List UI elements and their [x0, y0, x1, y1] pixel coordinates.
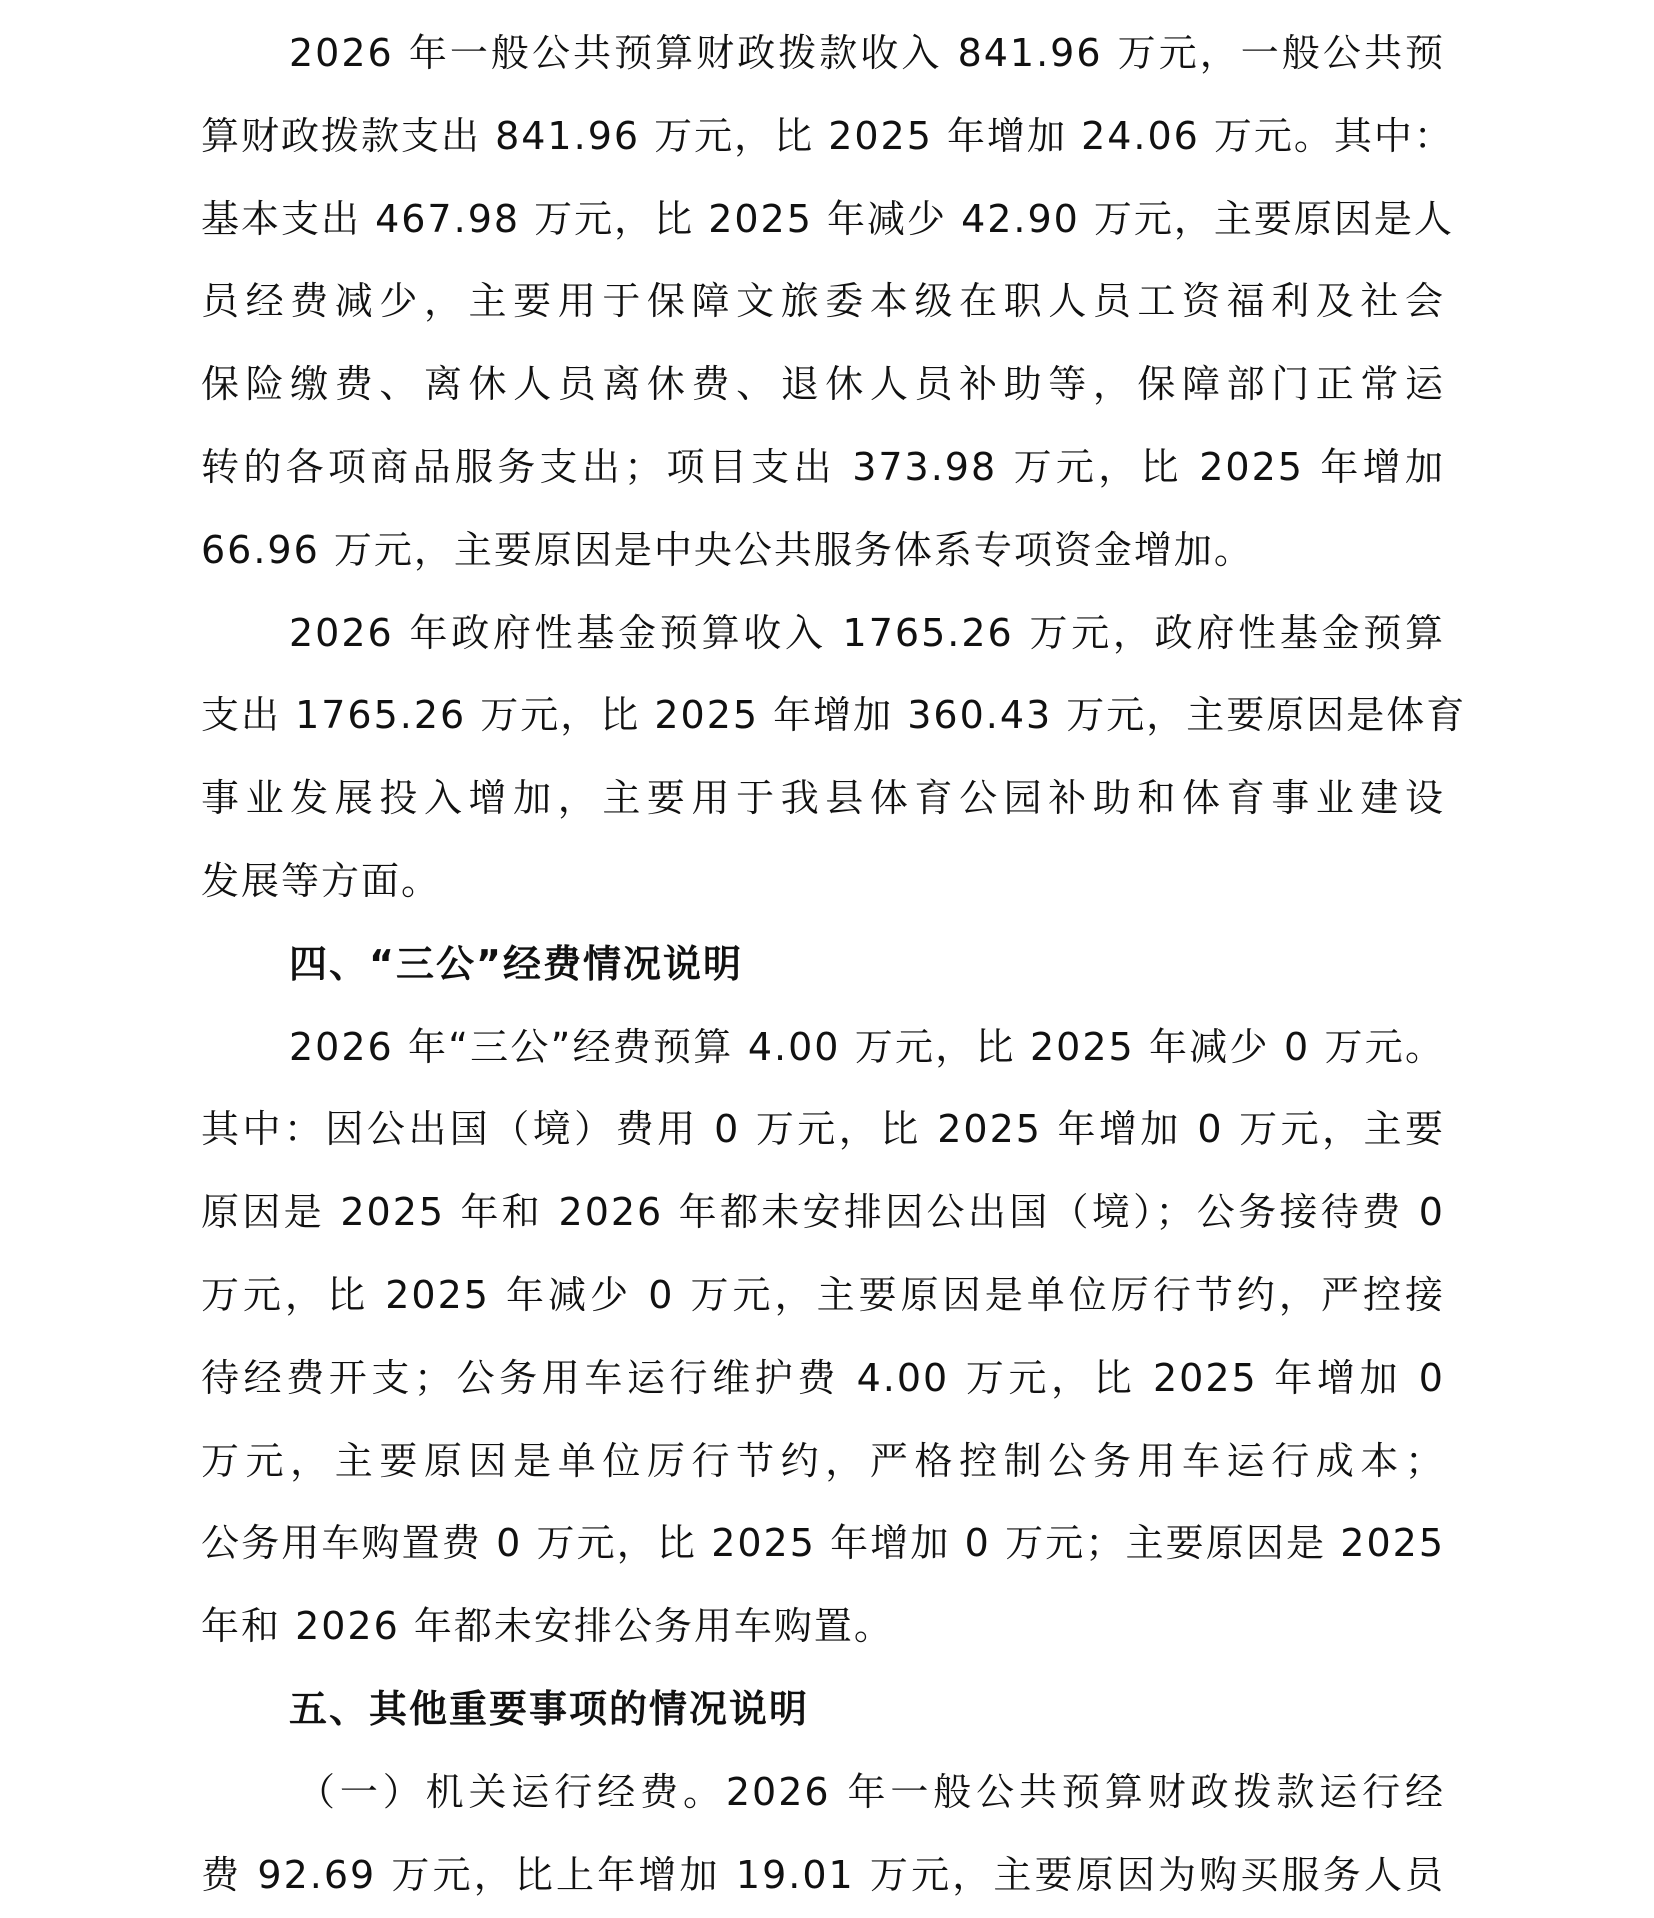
- text-line: 2026 年“三公”经费预算 4.00 万元，比 2025 年减少 0 万元。: [289, 1024, 1445, 1069]
- document-page: [201, 12, 1467, 1916]
- paragraph-three-public-expenses: [201, 1006, 1445, 1668]
- paragraph-general-budget: [201, 12, 1454, 592]
- section-heading-four: 四、“三公”经费情况说明: [289, 941, 743, 986]
- text-line: 年和 2026 年都未安排公务用车购置。: [201, 1604, 894, 1649]
- text-line: 保险缴费、离休人员离休费、退休人员补助等，保障部门正常运: [201, 362, 1445, 407]
- text-line: 公务用车购置费 0 万元，比 2025 年增加 0 万元；主要原因是 2025: [201, 1521, 1445, 1566]
- text-line: 事业发展投入增加，主要用于我县体育公园补助和体育事业建设: [201, 776, 1445, 821]
- text-line: 基本支出 467.98 万元，比 2025 年减少 42.90 万元，主要原因是人: [201, 196, 1454, 241]
- text-line: 费 92.69 万元，比上年增加 19.01 万元，主要原因为购买服务人员: [201, 1852, 1445, 1897]
- text-line: 待经费开支；公务用车运行维护费 4.00 万元，比 2025 年增加 0: [201, 1355, 1445, 1400]
- text-line: 发展等方面。: [201, 858, 442, 903]
- text-line: 2026 年一般公共预算财政拨款收入 841.96 万元，一般公共预: [289, 31, 1445, 75]
- text-line: 2026 年政府性基金预算收入 1765.26 万元，政府性基金预算: [289, 610, 1445, 655]
- text-line: 其中：因公出国（境）费用 0 万元，比 2025 年增加 0 万元，主要: [201, 1107, 1445, 1152]
- section-heading-five: 五、其他重要事项的情况说明: [289, 1686, 810, 1731]
- text-line: 原因是 2025 年和 2026 年都未安排因公出国（境）；公务接待费 0: [201, 1190, 1445, 1235]
- paragraph-operating-expenses: [201, 1751, 1445, 1917]
- text-line: 万元，比 2025 年减少 0 万元，主要原因是单位厉行节约，严控接: [201, 1272, 1445, 1317]
- text-line: （一）机关运行经费。2026 年一般公共预算财政拨款运行经: [297, 1769, 1445, 1814]
- text-line: 万元，主要原因是单位厉行节约，严格控制公务用车运行成本；: [201, 1438, 1445, 1483]
- text-line: 员经费减少，主要用于保障文旅委本级在职人员工资福利及社会: [201, 279, 1445, 324]
- text-line: 转的各项商品服务支出；项目支出 373.98 万元，比 2025 年增加: [201, 444, 1445, 489]
- text-line: 算财政拨款支出 841.96 万元，比 2025 年增加 24.06 万元。其中：: [201, 113, 1454, 158]
- paragraph-fund-budget: [201, 592, 1467, 923]
- text-line: 支出 1765.26 万元，比 2025 年增加 360.43 万元，主要原因是体育: [201, 693, 1467, 738]
- text-line: 66.96 万元，主要原因是中央公共服务体系专项资金增加。: [201, 527, 1254, 572]
